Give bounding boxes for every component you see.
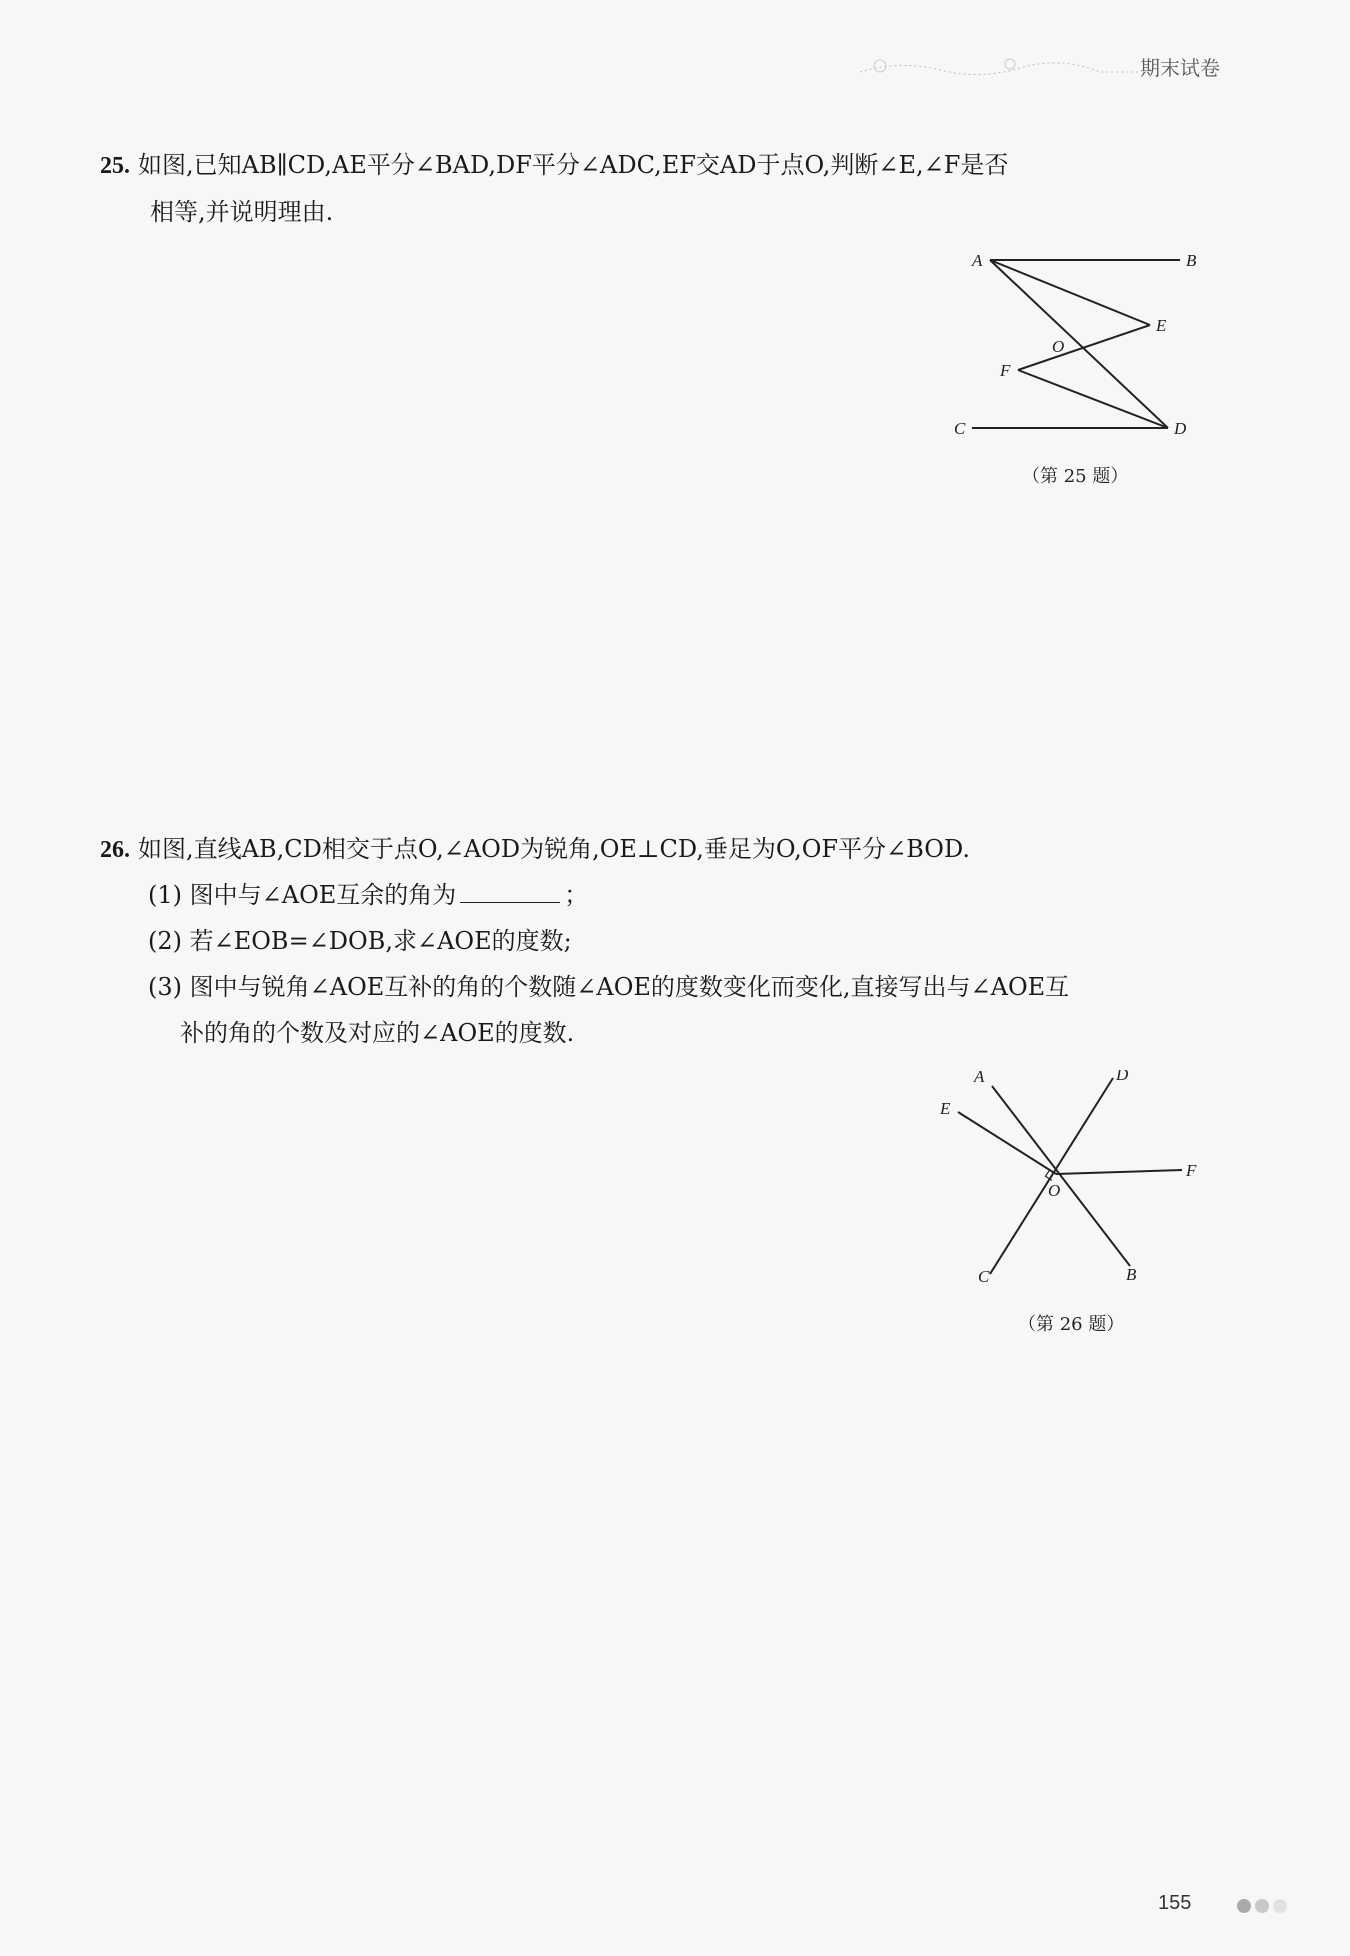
label-e: E — [940, 1099, 951, 1118]
segment-fd — [1018, 370, 1168, 428]
question-stem: 如图,直线AB,CD相交于点O,∠AOD为锐角,OE⊥CD,垂足为O,OF平分∠BOD. — [138, 835, 970, 863]
label-b: B — [1126, 1265, 1137, 1284]
label-e: E — [1156, 316, 1167, 335]
label-c: C — [954, 419, 966, 438]
header-title: 期末试卷 — [1140, 56, 1220, 80]
segment-ef — [1018, 325, 1150, 370]
segment-ae — [990, 260, 1150, 325]
label-c: C — [978, 1267, 990, 1286]
label-d: D — [1116, 1070, 1129, 1084]
label-o: O — [1048, 1181, 1061, 1200]
segment-ad — [990, 260, 1168, 428]
label-a: A — [972, 251, 983, 270]
figure-25 — [950, 240, 1220, 450]
figure-26-caption: （第 26 题） — [1018, 1314, 1125, 1335]
label-f: F — [1000, 361, 1011, 380]
label-b: B — [1186, 251, 1197, 270]
question-number: 26. — [100, 837, 130, 863]
question-25 — [100, 142, 1008, 235]
label-d: D — [1174, 419, 1187, 438]
ray-of — [1056, 1170, 1182, 1174]
question-number: 25. — [100, 153, 130, 179]
question-26-part2: (2) 若∠EOB=∠DOB,求∠AOE的度数; — [148, 927, 572, 955]
page-dots-decoration — [1236, 1898, 1296, 1914]
figure-25-caption: （第 25 题） — [1022, 466, 1129, 487]
part3-line2: 补的角的个数及对应的∠AOE的度数. — [180, 1019, 575, 1047]
part1-end: ； — [564, 881, 589, 909]
answer-blank[interactable] — [460, 876, 560, 903]
header-decoration — [860, 52, 1140, 82]
label-o: O — [1052, 337, 1065, 356]
label-f: F — [1186, 1161, 1197, 1180]
question-26 — [100, 826, 970, 873]
question-text-line1: 如图,已知AB∥CD,AE平分∠BAD,DF平分∠ADC,EF交AD于点O,判断∠E,∠F是否 — [138, 151, 1009, 179]
question-26-part1 — [148, 872, 588, 918]
label-a: A — [974, 1070, 985, 1086]
question-26-part3 — [148, 964, 1069, 1056]
question-text-line2: 相等,并说明理由. — [150, 198, 334, 226]
page-number: 155 — [1158, 1892, 1192, 1914]
ray-oe — [958, 1112, 1056, 1174]
part1-text: (1) 图中与∠AOE互余的角为 — [148, 881, 457, 909]
figure-26 — [930, 1070, 1210, 1290]
part3-line1: (3) 图中与锐角∠AOE互补的角的个数随∠AOE的度数变化而变化,直接写出与∠AOE互 — [148, 973, 1070, 1001]
